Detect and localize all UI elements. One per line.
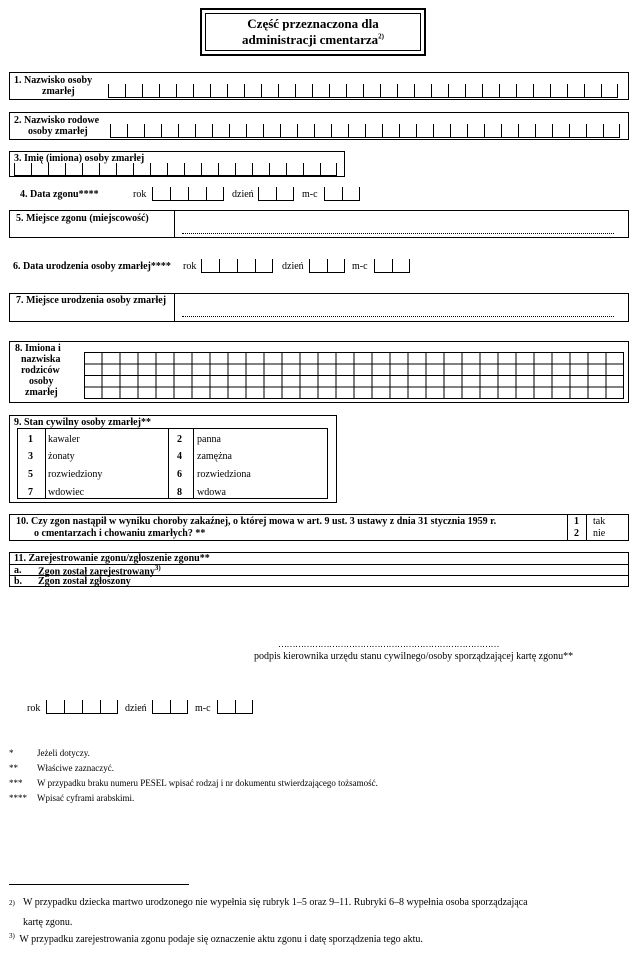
- no-text: nie: [593, 528, 606, 539]
- no-number: 2: [574, 528, 579, 539]
- birth-year-label: rok: [183, 261, 197, 272]
- death-year-label: rok: [133, 189, 147, 200]
- option-1-number: 1: [28, 434, 33, 445]
- option-b-letter: b.: [14, 576, 23, 587]
- sign-year-label: rok: [27, 703, 41, 714]
- footnote-2-text-cont: kartę zgonu.: [23, 917, 73, 929]
- option-a-letter: a.: [14, 565, 22, 576]
- option-3-number: 3: [28, 451, 33, 462]
- birth-place-line[interactable]: [182, 316, 614, 317]
- footnote-2-mark: 2): [9, 899, 15, 907]
- first-name-cells[interactable]: [14, 163, 337, 176]
- maiden-name-cells[interactable]: [110, 124, 620, 138]
- parents-grid-lines: [84, 352, 624, 399]
- field-6-label: 6. Data urodzenia osoby zmarłej****: [13, 261, 171, 272]
- sign-year-cells[interactable]: [46, 700, 118, 714]
- option-4-number: 4: [177, 451, 182, 462]
- option-2-number: 2: [177, 434, 182, 445]
- parents-grid[interactable]: [84, 352, 624, 399]
- legend-row-2: ** Właściwe zaznaczyć.: [9, 763, 114, 773]
- birth-year-cells[interactable]: [201, 259, 273, 273]
- birth-month-label: m-c: [352, 261, 368, 272]
- birth-day-cells[interactable]: [309, 259, 345, 273]
- option-3-text: żonaty: [48, 451, 75, 462]
- surname-cells[interactable]: [108, 84, 618, 98]
- death-month-cells[interactable]: [324, 187, 360, 201]
- option-8-number: 8: [177, 487, 182, 498]
- yes-number: 1: [574, 516, 579, 527]
- legend-row-3: *** W przypadku braku numeru PESEL wpisać rodzaj i nr dokumentu stwierdzającego tożsamość.: [9, 778, 378, 788]
- option-a-text: Zgon został zarejestrowany$^{3)}$: [38, 564, 161, 578]
- legend: [9, 746, 378, 806]
- signature-caption: podpis kierownika urzędu stanu cywilnego/osoby sporządzającej kartę zgonu**: [254, 651, 574, 662]
- option-a-footnote-ref: 3): [154, 564, 161, 572]
- legend-row-1: * Jeżeli dotyczy.: [9, 748, 90, 758]
- option-2-text: panna: [197, 434, 221, 445]
- footnote-3-text: W przypadku zarejestrowania zgonu podaje się oznaczenie aktu zgonu i datę sporządzenia tego aktu.: [19, 934, 423, 946]
- field-10-question-line-1: 10. Czy zgon nastąpił w wyniku choroby zakaźnej, o której mowa w art. 9 ust. 3 ustawy z dnia 31 stycznia 1959 r.: [16, 516, 497, 527]
- option-6-number: 6: [177, 469, 182, 480]
- option-4-text: zamężna: [197, 451, 232, 462]
- birth-month-cells[interactable]: [374, 259, 410, 273]
- option-6-text: rozwiedziona: [197, 469, 251, 480]
- title-box: [200, 8, 426, 56]
- sign-day-cells[interactable]: [152, 700, 188, 714]
- sign-month-cells[interactable]: [217, 700, 253, 714]
- field-9-label: 9. Stan cywilny osoby zmarłej**: [14, 417, 151, 428]
- death-day-label: dzień: [232, 189, 254, 200]
- footnote-2-text: W przypadku dziecka martwo urodzonego nie wypełnia się rubryk 1–5 oraz 9–11. Rubryki 6–8 wypełnia osoba sporządzająca: [23, 897, 528, 908]
- field-1-label: 1. Nazwisko osoby zmarłej: [14, 75, 93, 97]
- option-7-text: wdowiec: [48, 487, 85, 498]
- field-7-label: 7. Miejsce urodzenia osoby zmarłej: [16, 295, 167, 306]
- legend-row-4: **** Wpisać cyframi arabskimi.: [9, 793, 135, 803]
- signature-dots[interactable]: ……………………………………………………………………: [278, 639, 499, 649]
- option-5-number: 5: [28, 469, 33, 480]
- title-line-1: Część przeznaczona dla: [247, 16, 379, 31]
- option-1-text: kawaler: [48, 434, 80, 445]
- death-place-line[interactable]: [182, 233, 614, 234]
- option-5-text: rozwiedziony: [48, 469, 103, 480]
- title-footnote-ref: 2): [378, 32, 384, 41]
- field-2-label: 2. Nazwisko rodowe osoby zmarłej: [14, 115, 100, 137]
- sign-day-label: dzień: [125, 703, 147, 714]
- option-8-text: wdowa: [197, 487, 226, 498]
- death-month-label: m-c: [302, 189, 318, 200]
- title-line-2: [202, 32, 424, 48]
- death-year-cells[interactable]: [152, 187, 224, 201]
- field-11-label: 11. Zarejestrowanie zgonu/zgłoszenie zgonu**: [14, 553, 210, 564]
- birth-day-label: dzień: [282, 261, 304, 272]
- footnote-separator: [9, 884, 189, 885]
- field-5-label: 5. Miejsce zgonu (miejscowość): [16, 213, 149, 224]
- title-line-2-text: administracji cmentarza: [242, 32, 379, 47]
- footnote-3: [9, 932, 423, 945]
- yes-text: tak: [593, 516, 606, 527]
- field-3-label: 3. Imię (imiona) osoby zmarłej: [14, 153, 145, 164]
- footnote-2: [9, 895, 629, 931]
- option-b-text: Zgon został zgłoszony: [38, 576, 131, 587]
- footnote-3-mark: 3): [9, 932, 15, 940]
- death-day-cells[interactable]: [258, 187, 294, 201]
- field-10-question-line-2: o cmentarzach i chowaniu zmarłych? **: [34, 528, 206, 539]
- option-7-number: 7: [28, 487, 33, 498]
- field-4-label: 4. Data zgonu****: [20, 189, 99, 200]
- sign-month-label: m-c: [195, 703, 211, 714]
- field-8-label: 8. Imiona i nazwiska rodziców osoby zmarłej: [15, 343, 61, 398]
